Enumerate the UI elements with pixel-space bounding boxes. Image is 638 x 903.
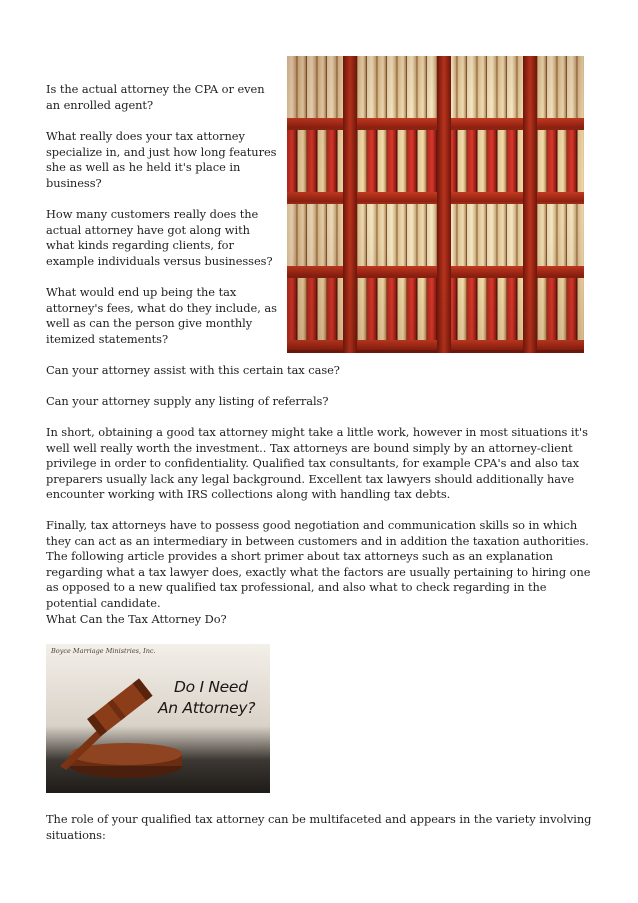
paragraph-in-short: In short, obtaining a good tax attorney might take a little work, however in most situations it's well well really worth the investment.. Tax attorneys are bound simply by an attorney-client privilege in order to confidentiality. Qualified tax consultants, for example CPA's and also tax preparers usually lack any legal background. Excellent tax lawyers should additionally have encounter working with IRS collections along with handling tax debts.: [46, 425, 588, 502]
section-heading: What Can the Tax Attorney Do?: [46, 612, 227, 626]
question-fees: What would end up being the tax attorney's fees, what do they include, as well as can the person give monthly itemized statements?: [46, 285, 277, 346]
gavel-image: [46, 644, 270, 793]
image-caption: Boyce Marriage Ministries, Inc.: [51, 647, 156, 655]
question-cpa: Is the actual attorney the CPA or even an enrolled agent?: [46, 82, 265, 112]
question-customers: How many customers really does the actual attorney have got along with what kinds regarding clients, for example individuals versus businesses?: [46, 207, 273, 268]
question-specialty: What really does your tax attorney specialize in, and just how long features she as well as he held it's place in business?: [46, 129, 277, 190]
gavel-icon: [46, 644, 270, 793]
image-text-line2: An Attorney?: [158, 699, 256, 717]
image-text-line1: Do I Need: [174, 678, 248, 696]
paragraph-role: The role of your qualified tax attorney can be multifaceted and appears in the variety involving situations:: [46, 812, 592, 842]
question-referrals: Can your attorney supply any listing of referrals?: [46, 394, 329, 408]
question-assist: Can your attorney assist with this certain tax case?: [46, 363, 340, 377]
bookshelf-image: [287, 56, 584, 353]
paragraph-finally: Finally, tax attorneys have to possess good negotiation and communication skills so in which they can act as an intermediary in between customers and in addition the taxation authorities. The following article provides a short primer about tax attorneys such as an explanation regarding what a tax lawyer does, exactly what the factors are usually pertaining to hiring one as opposed to a new qualified tax professional, and also what to check regarding in the potential candidate.: [46, 518, 591, 610]
